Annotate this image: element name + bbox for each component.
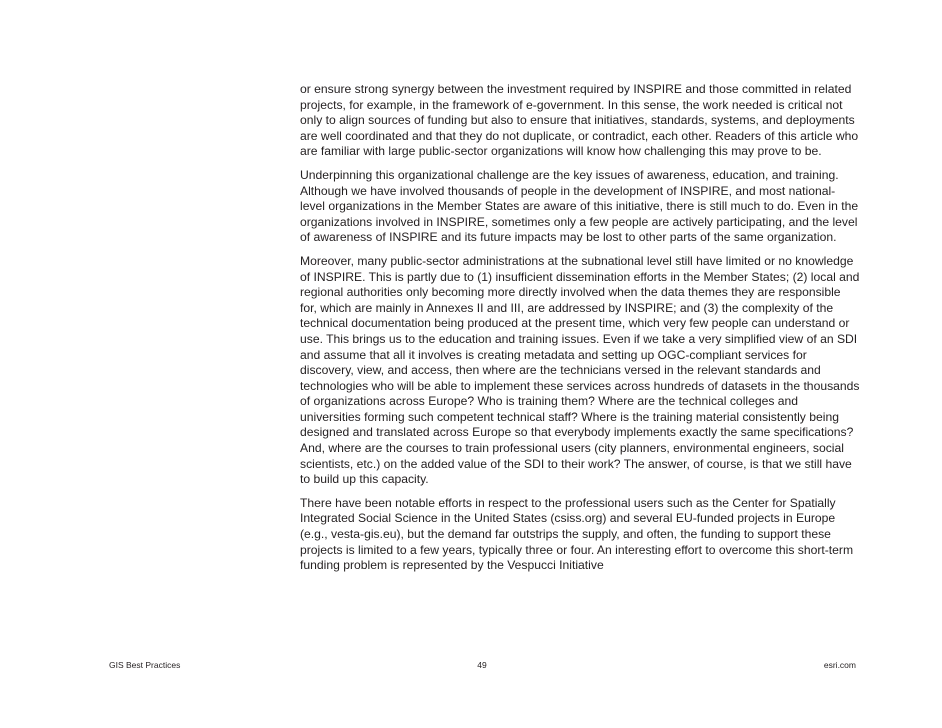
footer-website: esri.com <box>823 660 856 670</box>
paragraph-1: or ensure strong synergy between the investment required by INSPIRE and those committed in related projects, for example, in the framework of e-government. In this sense, the work needed is critical not only to align sources of funding but also to ensure that initiatives, standards, systems, and deployments are well coordinated and that they do not duplicate, or contradict, each other. Readers of this article who are familiar with large public-sector organizations will know how challenging this may prove to be. <box>300 82 859 159</box>
article-body <box>300 82 860 582</box>
paragraph-3: Moreover, many public-sector administrations at the subnational level still have limited or no knowledge of INSPIRE. This is partly due to (1) insufficient dissemination efforts in the Member States; (2) local and regional authorities only becoming more directly involved when the data themes they are responsible for, which are mainly in Annexes II and III, are addressed by INSPIRE; and (3) the complexity of the technical documentation being produced at the present time, which very few people can understand or use. This brings us to the education and training issues. Even if we take a very simplified view of an SDI and assume that all it involves is creating metadata and setting up OGC-compliant services for discovery, view, and access, then where are the technicians versed in the relevant standards and technologies who will be able to implement these services across hundreds of datasets in the thousands of organizations across Europe? Who is training them? Where are the technical colleges and universities forming such competent technical staff? Where is the training material consistently being designed and translated across Europe so that everybody implements exactly the same specifications? And, where are the courses to train professional users (city planners, environmental engineers, social scientists, etc.) on the added value of the SDI to their work? The answer, of course, is that we still have to build up this capacity. <box>300 253 860 487</box>
footer-publication-title: GIS Best Practices <box>109 660 181 670</box>
paragraph-2: Underpinning this organizational challenge are the key issues of awareness, education, and training. Although we have involved thousands of people in the development of INSPIRE, and most national-level organizations in the Member States are aware of this initiative, there is still much to do. Even in the organizations involved in INSPIRE, sometimes only a few people are actively participating, and the level of awareness of INSPIRE and its future impacts may be lost to other parts of the same organization. <box>300 167 859 245</box>
paragraph-4: There have been notable efforts in respect to the professional users such as the Center for Spatially Integrated Social Science in the United States (csiss.org) and several EU-funded projects in Europe (e.g., vesta-gis.eu), but the demand far outstrips the supply, and often, the funding to support these projects is limited to a few years, typically three or four. An interesting effort to overcome this short-term funding problem is represented by the Vespucci Initiative <box>300 495 854 573</box>
footer-page-number: 49 <box>477 660 487 670</box>
